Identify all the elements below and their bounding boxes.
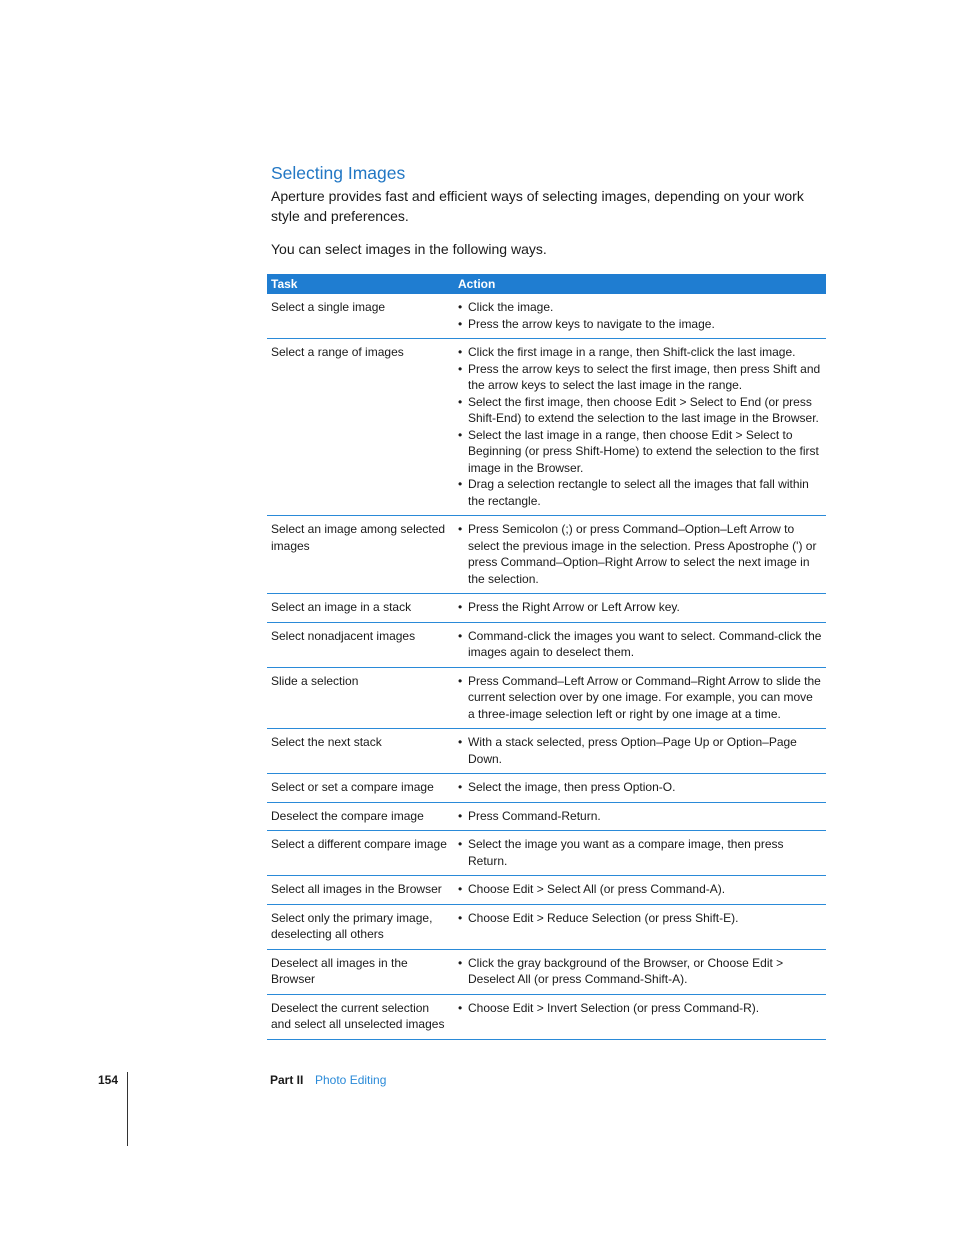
table-row bbox=[267, 904, 826, 949]
task-cell: Select nonadjacent images bbox=[267, 622, 454, 667]
action-item: • Press Command–Left Arrow or Command–Right Arrow to slide the current selection over by one image. For example, you can move a three-image selection left or right by one image at a time. bbox=[458, 673, 822, 723]
action-item: • Select the first image, then choose Edit > Select to End (or press Shift-End) to extend the selection to the last image in the Browser. bbox=[458, 394, 822, 427]
table-row bbox=[267, 729, 826, 774]
subintro-paragraph: You can select images in the following ways. bbox=[271, 241, 547, 257]
action-list bbox=[458, 1000, 822, 1017]
action-item: • Select the last image in a range, then choose Edit > Select to Beginning (or press Shift-Home) to extend the selection to the first image in the Browser. bbox=[458, 427, 822, 477]
task-cell: Select a range of images bbox=[267, 339, 454, 516]
column-header-action: Action bbox=[454, 274, 826, 294]
action-cell bbox=[454, 622, 826, 667]
table-body bbox=[267, 294, 826, 1039]
action-list bbox=[458, 910, 822, 927]
action-item: • Select the image you want as a compare image, then press Return. bbox=[458, 836, 822, 869]
task-cell: Deselect all images in the Browser bbox=[267, 949, 454, 994]
action-item: • Press the arrow keys to navigate to the image. bbox=[458, 316, 822, 333]
action-item: • Select the image, then press Option-O. bbox=[458, 779, 822, 796]
table-row bbox=[267, 622, 826, 667]
task-cell: Select an image in a stack bbox=[267, 594, 454, 623]
action-cell bbox=[454, 904, 826, 949]
table-row bbox=[267, 831, 826, 876]
task-cell: Select all images in the Browser bbox=[267, 876, 454, 905]
table-row bbox=[267, 667, 826, 729]
action-item: • Choose Edit > Invert Selection (or press Command-R). bbox=[458, 1000, 822, 1017]
action-list bbox=[458, 779, 822, 796]
action-item: • Press Semicolon (;) or press Command–Option–Left Arrow to select the previous image in the selection. Press Apostrophe (') or press Command–Option–Right Arrow to select the next image in the selection. bbox=[458, 521, 822, 587]
table-row bbox=[267, 802, 826, 831]
action-cell bbox=[454, 729, 826, 774]
action-cell bbox=[454, 774, 826, 803]
task-cell: Select the next stack bbox=[267, 729, 454, 774]
intro-paragraph: Aperture provides fast and efficient ways of selecting images, depending on your work style and preferences. bbox=[271, 188, 804, 224]
table-row bbox=[267, 994, 826, 1039]
action-item: • Click the first image in a range, then Shift-click the last image. bbox=[458, 344, 822, 361]
task-cell: Select an image among selected images bbox=[267, 516, 454, 594]
page-number: 154 bbox=[98, 1073, 119, 1087]
table-row bbox=[267, 516, 826, 594]
section-heading: Selecting Images bbox=[271, 163, 406, 183]
action-cell bbox=[454, 667, 826, 729]
action-list bbox=[458, 599, 822, 616]
table-row bbox=[267, 339, 826, 516]
task-cell: Deselect the current selection and select all unselected images bbox=[267, 994, 454, 1039]
task-cell: Slide a selection bbox=[267, 667, 454, 729]
action-item: • With a stack selected, press Option–Page Up or Option–Page Down. bbox=[458, 734, 822, 767]
footer-rule bbox=[127, 1072, 128, 1146]
action-list bbox=[458, 734, 822, 767]
action-list bbox=[458, 299, 822, 332]
part-label: Part II bbox=[270, 1073, 304, 1087]
action-cell bbox=[454, 876, 826, 905]
action-item: • Choose Edit > Select All (or press Command-A). bbox=[458, 881, 822, 898]
action-cell bbox=[454, 802, 826, 831]
action-item: • Click the image. bbox=[458, 299, 822, 316]
action-item: • Click the gray background of the Browser, or Choose Edit > Deselect All (or press Command-Shift-A). bbox=[458, 955, 822, 988]
action-list bbox=[458, 628, 822, 661]
action-list bbox=[458, 521, 822, 587]
task-cell: Select a different compare image bbox=[267, 831, 454, 876]
table-header-row bbox=[267, 274, 826, 294]
action-item: • Press Command-Return. bbox=[458, 808, 822, 825]
action-cell bbox=[454, 594, 826, 623]
action-list bbox=[458, 836, 822, 869]
selection-table bbox=[267, 274, 826, 1040]
table-row bbox=[267, 774, 826, 803]
action-cell bbox=[454, 339, 826, 516]
action-cell bbox=[454, 294, 826, 339]
table-row bbox=[267, 876, 826, 905]
action-item: • Drag a selection rectangle to select all the images that fall within the rectangle. bbox=[458, 476, 822, 509]
action-list bbox=[458, 881, 822, 898]
action-item: • Press the Right Arrow or Left Arrow key. bbox=[458, 599, 822, 616]
action-list bbox=[458, 955, 822, 988]
table-row bbox=[267, 294, 826, 339]
task-cell: Select a single image bbox=[267, 294, 454, 339]
action-cell bbox=[454, 516, 826, 594]
column-header-task: Task bbox=[267, 274, 454, 294]
task-cell: Select or set a compare image bbox=[267, 774, 454, 803]
action-item: • Choose Edit > Reduce Selection (or press Shift-E). bbox=[458, 910, 822, 927]
action-list bbox=[458, 673, 822, 723]
action-list bbox=[458, 344, 822, 509]
action-cell bbox=[454, 831, 826, 876]
page-content bbox=[271, 162, 827, 259]
action-item: • Press the arrow keys to select the first image, then press Shift and the arrow keys to select the last image in the range. bbox=[458, 361, 822, 394]
action-cell bbox=[454, 949, 826, 994]
table-row bbox=[267, 594, 826, 623]
task-cell: Deselect the compare image bbox=[267, 802, 454, 831]
table-row bbox=[267, 949, 826, 994]
task-cell: Select only the primary image, deselecting all others bbox=[267, 904, 454, 949]
action-cell bbox=[454, 994, 826, 1039]
action-item: • Command-click the images you want to select. Command-click the images again to deselect them. bbox=[458, 628, 822, 661]
action-list bbox=[458, 808, 822, 825]
section-link[interactable]: Photo Editing bbox=[315, 1073, 387, 1087]
